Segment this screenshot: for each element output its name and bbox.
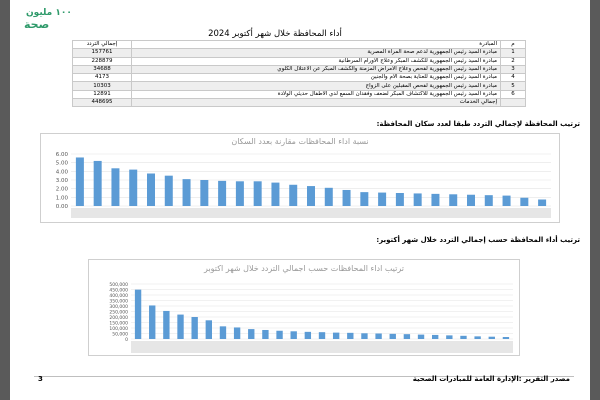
chart-bar xyxy=(206,320,212,339)
chart-bar xyxy=(307,186,315,206)
logo-line2: صحة xyxy=(24,18,50,31)
chart-bar xyxy=(218,181,226,206)
y-tick-label: 100,000 xyxy=(109,327,128,332)
chart-bar xyxy=(503,196,511,206)
chart-bar xyxy=(163,311,169,339)
row-value: 228879 xyxy=(73,57,132,65)
chart-total-visits xyxy=(88,259,520,356)
report-source: مصدر التقرير :الإدارة العامة للمبادرات الصحية xyxy=(412,375,570,383)
row-value: 157761 xyxy=(73,49,132,57)
page-title: أداء المحافظة خلال شهر أكتوبر 2024 xyxy=(208,29,342,39)
chart-bar xyxy=(129,170,137,206)
chart-bar xyxy=(474,336,480,339)
chart-bar xyxy=(135,290,141,339)
chart-bar xyxy=(111,168,119,206)
chart-bar xyxy=(333,333,339,339)
chart-bar xyxy=(325,188,333,206)
row-num: 5 xyxy=(501,82,526,90)
chart-bar xyxy=(538,200,546,207)
chart-bar xyxy=(289,185,297,206)
chart-bar xyxy=(177,315,183,339)
chart-bar xyxy=(361,333,367,339)
chart-bar xyxy=(360,192,368,206)
initiatives-table xyxy=(72,40,526,107)
row-name: مبادرة السيد رئيس الجمهورية للعناية بصحة الأم والجنين xyxy=(132,74,501,82)
chart-bar xyxy=(149,305,155,339)
y-tick-label: 2.00 xyxy=(55,186,68,193)
chart-bar xyxy=(460,336,466,339)
total-value: 448695 xyxy=(73,99,132,107)
chart-bar xyxy=(404,334,410,339)
chart-bar xyxy=(418,335,424,339)
logo-line1: ١٠٠ مليون xyxy=(26,8,72,18)
chart-bar xyxy=(165,176,173,206)
y-tick-label: 5.00 xyxy=(55,160,68,167)
total-num xyxy=(501,99,526,107)
row-value: 12891 xyxy=(73,90,132,98)
document-page xyxy=(10,0,590,400)
chart-bar xyxy=(94,161,102,206)
chart-bar xyxy=(446,335,452,339)
chart-bar xyxy=(375,334,381,340)
chart-bar xyxy=(432,335,438,339)
chart-plot xyxy=(41,134,559,222)
y-tick-label: 3.00 xyxy=(55,178,68,184)
chart-bar xyxy=(276,331,282,339)
category-labels-blurred xyxy=(131,341,513,353)
chart-bar xyxy=(343,190,351,206)
row-name: مبادرة السيد رئيس الجمهورية لفحص وعلاج الأمراض المزمنة والكشف المبكر عن الاعتلال الكلوي xyxy=(132,65,501,73)
chart-bar xyxy=(291,331,297,339)
category-labels-blurred xyxy=(71,208,551,218)
chart-bar xyxy=(305,332,311,339)
y-tick-label: 6.00 xyxy=(55,152,68,158)
y-tick-label: 450,000 xyxy=(109,288,128,294)
row-value: 10303 xyxy=(73,82,132,90)
table-row xyxy=(73,82,526,90)
y-tick-label: 150,000 xyxy=(109,321,128,327)
chart-bar xyxy=(76,157,84,206)
row-name: مبادرة السيد رئيس الجمهورية لدعم صحة المرأة المصرية xyxy=(132,49,501,57)
chart-bar xyxy=(347,333,353,339)
header-name: المبادرة xyxy=(132,41,501,49)
total-label: إجمالي الخدمات xyxy=(132,99,501,107)
header-value: إجمالي التردد xyxy=(73,41,132,49)
row-num: 6 xyxy=(501,90,526,98)
row-name: مبادرة السيد رئيس الجمهورية للاكتشاف المبكر لضعف وفقدان السمع لدي الأطفال حديثي الولادة xyxy=(132,90,501,98)
y-tick-label: 0.00 xyxy=(55,204,68,210)
chart-bar xyxy=(485,195,493,206)
row-num: 4 xyxy=(501,74,526,82)
chart-bar xyxy=(147,174,155,207)
table-row xyxy=(73,65,526,73)
row-value: 4173 xyxy=(73,74,132,82)
table-row xyxy=(73,49,526,57)
row-num: 2 xyxy=(501,57,526,65)
row-name: مبادرة السيد رئيس الجمهورية للكشف المبكر وعلاج الأورام السرطانية xyxy=(132,57,501,65)
chart-population-ratio xyxy=(40,133,560,223)
chart-bar xyxy=(254,181,262,206)
y-tick-label: 50,000 xyxy=(112,332,128,338)
chart-bar xyxy=(390,334,396,339)
header-num: م xyxy=(501,41,526,49)
chart-bar xyxy=(396,193,404,206)
row-value: 34688 xyxy=(73,65,132,73)
y-tick-label: 250,000 xyxy=(109,310,128,316)
chart-bar xyxy=(248,329,254,339)
y-tick-label: 0 xyxy=(125,338,128,343)
chart-bar xyxy=(183,179,191,206)
y-tick-label: 400,000 xyxy=(109,294,128,299)
chart-bar xyxy=(503,337,509,339)
logo xyxy=(22,8,82,30)
chart-bar xyxy=(191,317,197,339)
chart-plot xyxy=(89,260,519,355)
table-total-row xyxy=(73,99,526,107)
chart-bar xyxy=(414,193,422,206)
row-num: 3 xyxy=(501,65,526,73)
row-num: 1 xyxy=(501,49,526,57)
chart-bar xyxy=(449,194,457,206)
chart-bar xyxy=(489,337,495,339)
chart-bar xyxy=(271,183,279,206)
y-tick-label: 500,000 xyxy=(109,283,128,288)
chart-bar xyxy=(236,181,244,206)
table-row xyxy=(73,57,526,65)
section-heading-total: ترتيب أداء المحافظة حسب إجمالي التردد خلال شهر أكتوبر: xyxy=(376,236,580,244)
section-heading-population: ترتيب المحافظة لإجمالي التردد طبقا لعدد سكان المحافظة: xyxy=(376,120,580,128)
y-tick-label: 4.00 xyxy=(55,169,68,176)
chart-bar xyxy=(262,330,268,339)
row-name: مبادرة السيد رئيس الجمهورية لفحص المقبلين على الزواج xyxy=(132,82,501,90)
chart-bar xyxy=(467,195,475,206)
y-tick-label: 1.00 xyxy=(55,195,68,202)
chart-bar xyxy=(520,198,528,206)
y-tick-label: 200,000 xyxy=(109,316,128,321)
chart-bar xyxy=(431,194,439,206)
chart-bar xyxy=(234,327,240,339)
chart-title: ترتيب اداء المحافظات حسب اجمالي التردد خلال شهر اكتوبر xyxy=(204,264,404,273)
page-number: 3 xyxy=(38,375,43,383)
chart-bar xyxy=(319,332,325,339)
table-header-row xyxy=(73,41,526,49)
y-tick-label: 300,000 xyxy=(109,305,128,310)
chart-bar xyxy=(200,180,208,206)
chart-bar xyxy=(220,326,226,339)
table-row xyxy=(73,90,526,98)
y-tick-label: 350,000 xyxy=(109,299,128,305)
chart-title: نسبة اداء المحافظات مقارنة بعدد السكان xyxy=(231,137,369,146)
chart-bar xyxy=(378,193,386,206)
table-row xyxy=(73,74,526,82)
